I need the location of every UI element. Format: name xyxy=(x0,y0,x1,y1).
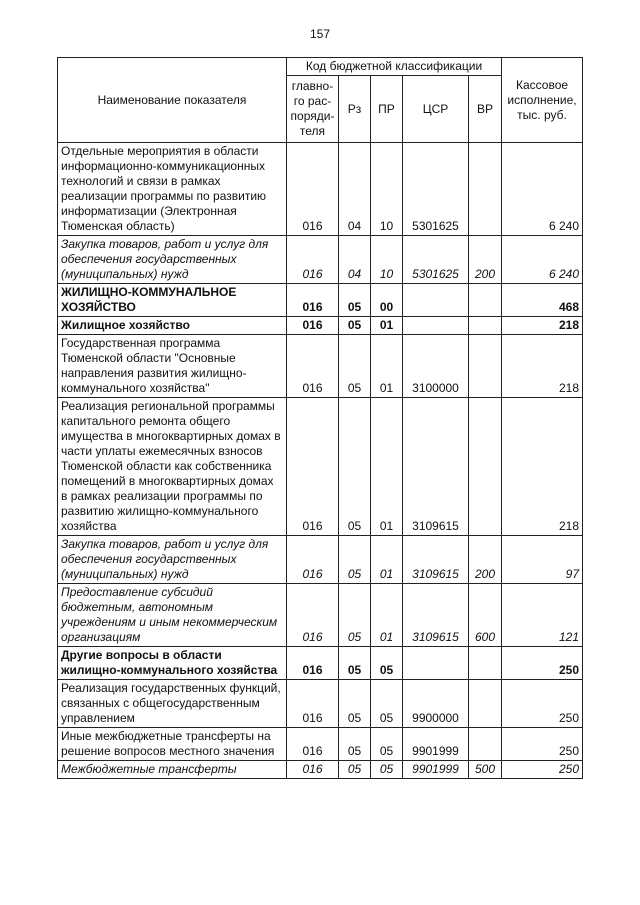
row-amount: 218 xyxy=(502,398,583,536)
row-name: Жилищное хозяйство xyxy=(58,317,287,335)
row-vr: 600 xyxy=(469,584,502,647)
row-name: Государственная программа Тюменской области "Основные направления развития жилищно-коммунального хозяйства" xyxy=(58,335,287,398)
row-amount: 218 xyxy=(502,335,583,398)
row-vr xyxy=(469,335,502,398)
table-row xyxy=(58,680,583,728)
row-vr xyxy=(469,284,502,317)
table-row xyxy=(58,284,583,317)
page-number: 157 xyxy=(309,27,331,41)
row-name: Закупка товаров, работ и услуг для обеспечения государственных (муниципальных) нужд xyxy=(58,536,287,584)
row-pr: 05 xyxy=(371,728,403,761)
row-glavny: 016 xyxy=(287,647,339,680)
row-name: Иные межбюджетные трансферты на решение вопросов местного значения xyxy=(58,728,287,761)
row-pr: 05 xyxy=(371,680,403,728)
row-vr xyxy=(469,143,502,236)
header-glavny: главно-го рас-поряди-теля xyxy=(287,76,339,143)
row-name: Реализация государственных функций, связанных с общегосударственным управлением xyxy=(58,680,287,728)
row-amount: 250 xyxy=(502,761,583,779)
row-glavny: 016 xyxy=(287,728,339,761)
table-row xyxy=(58,647,583,680)
row-pr: 01 xyxy=(371,398,403,536)
row-glavny: 016 xyxy=(287,398,339,536)
row-name: Отдельные мероприятия в области информационно-коммуникационных технологий и связи в рамках реализации программы по развитию информатизации (Электронная Тюменская область) xyxy=(58,143,287,236)
row-csr: 9901999 xyxy=(403,761,469,779)
header-classification-group: Код бюджетной классификации xyxy=(287,58,502,76)
row-glavny: 016 xyxy=(287,335,339,398)
row-rz: 05 xyxy=(339,761,371,779)
row-vr: 200 xyxy=(469,536,502,584)
row-csr xyxy=(403,284,469,317)
row-name: Закупка товаров, работ и услуг для обеспечения государственных (муниципальных) нужд xyxy=(58,236,287,284)
row-pr: 01 xyxy=(371,584,403,647)
row-csr: 3100000 xyxy=(403,335,469,398)
header-execution: Кассовое исполнение, тыс. руб. xyxy=(502,58,583,143)
row-glavny: 016 xyxy=(287,680,339,728)
row-pr: 01 xyxy=(371,317,403,335)
row-glavny: 016 xyxy=(287,536,339,584)
table-row xyxy=(58,584,583,647)
row-rz: 05 xyxy=(339,728,371,761)
row-pr: 05 xyxy=(371,647,403,680)
row-glavny: 016 xyxy=(287,761,339,779)
table-row xyxy=(58,398,583,536)
budget-table xyxy=(57,57,583,779)
row-pr: 01 xyxy=(371,335,403,398)
row-amount: 250 xyxy=(502,728,583,761)
header-rz: Рз xyxy=(339,76,371,143)
row-rz: 04 xyxy=(339,236,371,284)
row-rz: 05 xyxy=(339,317,371,335)
row-name: Межбюджетные трансферты xyxy=(58,761,287,779)
header-csr: ЦСР xyxy=(403,76,469,143)
row-name: Предоставление субсидий бюджетным, автономным учреждениям и иным некоммерческим организациям xyxy=(58,584,287,647)
row-vr xyxy=(469,317,502,335)
table-row xyxy=(58,761,583,779)
row-vr: 500 xyxy=(469,761,502,779)
table-row xyxy=(58,317,583,335)
row-amount: 250 xyxy=(502,680,583,728)
row-amount: 97 xyxy=(502,536,583,584)
row-csr: 3109615 xyxy=(403,536,469,584)
row-csr: 5301625 xyxy=(403,143,469,236)
table-row xyxy=(58,143,583,236)
row-rz: 04 xyxy=(339,143,371,236)
row-rz: 05 xyxy=(339,680,371,728)
row-vr xyxy=(469,398,502,536)
header-vr: ВР xyxy=(469,76,502,143)
row-rz: 05 xyxy=(339,647,371,680)
row-pr: 10 xyxy=(371,143,403,236)
row-csr: 3109615 xyxy=(403,584,469,647)
row-csr: 9901999 xyxy=(403,728,469,761)
row-rz: 05 xyxy=(339,584,371,647)
row-amount: 6 240 xyxy=(502,143,583,236)
row-csr xyxy=(403,647,469,680)
row-glavny: 016 xyxy=(287,584,339,647)
row-name: Реализация региональной программы капитального ремонта общего имущества в многоквартирных домах в части уплаты ежемесячных взносов Тюменской области как собственника помещений в многоквартирных домах в рамках реализации программы по развитию жилищно-коммунального хозяйства xyxy=(58,398,287,536)
row-rz: 05 xyxy=(339,398,371,536)
row-amount: 6 240 xyxy=(502,236,583,284)
header-name: Наименование показателя xyxy=(58,58,287,143)
row-name: Другие вопросы в области жилищно-коммунального хозяйства xyxy=(58,647,287,680)
row-pr: 00 xyxy=(371,284,403,317)
row-amount: 121 xyxy=(502,584,583,647)
table-row xyxy=(58,236,583,284)
header-row xyxy=(58,58,583,76)
row-pr: 05 xyxy=(371,761,403,779)
row-csr: 3109615 xyxy=(403,398,469,536)
row-rz: 05 xyxy=(339,536,371,584)
row-csr: 5301625 xyxy=(403,236,469,284)
row-vr: 200 xyxy=(469,236,502,284)
row-amount: 250 xyxy=(502,647,583,680)
table-row xyxy=(58,728,583,761)
table-row xyxy=(58,536,583,584)
row-pr: 10 xyxy=(371,236,403,284)
row-rz: 05 xyxy=(339,335,371,398)
row-csr: 9900000 xyxy=(403,680,469,728)
row-vr xyxy=(469,647,502,680)
row-glavny: 016 xyxy=(287,236,339,284)
header-pr: ПР xyxy=(371,76,403,143)
row-amount: 218 xyxy=(502,317,583,335)
row-rz: 05 xyxy=(339,284,371,317)
row-name: ЖИЛИЩНО-КОММУНАЛЬНОЕ ХОЗЯЙСТВО xyxy=(58,284,287,317)
row-glavny: 016 xyxy=(287,143,339,236)
row-pr: 01 xyxy=(371,536,403,584)
row-vr xyxy=(469,728,502,761)
row-amount: 468 xyxy=(502,284,583,317)
row-glavny: 016 xyxy=(287,317,339,335)
row-vr xyxy=(469,680,502,728)
row-csr xyxy=(403,317,469,335)
row-glavny: 016 xyxy=(287,284,339,317)
table-row xyxy=(58,335,583,398)
